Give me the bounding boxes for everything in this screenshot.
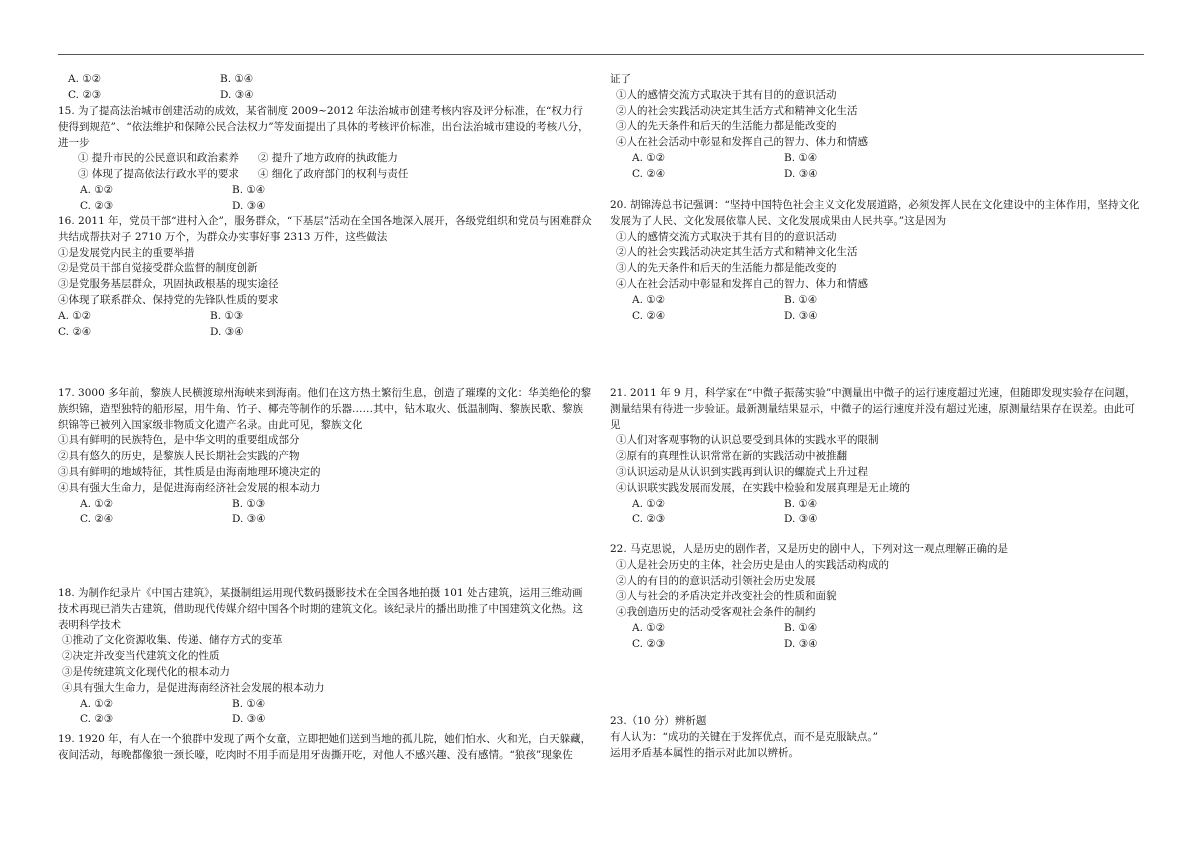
statement-1: ①人是社会历史的主体，社会历史是由人的实践活动构成的 (616, 558, 889, 571)
question-21 (610, 386, 1144, 528)
statement-4: ④ 细化了政府部门的权利与责任 (258, 168, 409, 181)
option-a: A. ①② (632, 497, 666, 510)
option-b: B. ①④ (784, 621, 818, 634)
question-19-continued (610, 72, 1144, 183)
statement-3: ③人与社会的矛盾决定并改变社会的性质和面貌 (616, 590, 837, 603)
question-18-stem: 18. 为制作纪录片《中国古建筑》，某摄制组运用现代数码摄影技术在全国各地拍摄 101 处古建筑，运用三维动画技术再现已消失古建筑，借助现代传媒介绍中国各个时期的建筑文化。该纪录片的播出助推了中国建筑文化热。这表明科学技术 (58, 587, 583, 631)
question-16 (58, 214, 592, 340)
statement-3: ③是党服务基层群众，巩固执政根基的现实途径 (58, 278, 279, 291)
option-d: D. ③④ (232, 713, 266, 726)
statement-3: ③人的先天条件和后天的生活能力都是能改变的 (616, 120, 837, 133)
option-c: C. ②③ (632, 513, 666, 526)
question-15-stem: 15. 为了提高法治城市创建活动的成效，某省制度 2009~2012 年法治城市创建考核内容及评分标准，在“权力行使得到规范”、“依法维护和保障公民合法权力”等发面提出了具体的考核评价标准，出台法治城市建设的考核八分，进一步 (58, 105, 589, 149)
option-b: B. ①④ (784, 497, 818, 510)
option-c: C. ②④ (632, 167, 666, 180)
option-d: D. ③④ (232, 513, 266, 526)
statement-3: ③人的先天条件和后天的生活能力都是能改变的 (616, 262, 837, 275)
statement-1: ①是发展党内民主的重要举措 (58, 246, 195, 259)
statement-4: ④我创造历史的活动受客观社会条件的制约 (616, 606, 816, 619)
option-a: A. ①② (632, 293, 666, 306)
question-19-stem: 19. 1920 年，有人在一个狼群中发现了两个女童，立即把她们送到当地的孤儿院，她们怕水、火和光，白天躲藏，夜间活动，每晚都像狼一颈长嚎，吃肉时不用手而是用牙齿撕开吃，对他人不感兴趣、没有感情。“狼孩”现象佐 (58, 733, 592, 761)
option-b: B. ①④ (232, 697, 266, 710)
option-a: A. ①② (68, 73, 102, 85)
option-c: C. ②③ (80, 713, 114, 726)
option-d: D. ③④ (210, 325, 244, 338)
question-23 (610, 714, 1144, 761)
option-d: D. ③④ (784, 513, 818, 526)
option-a: A. ①② (632, 621, 666, 634)
question-20 (610, 198, 1144, 324)
statement-1: ①人的感情交流方式取决于其有目的的意识活动 (616, 230, 837, 243)
option-d: D. ③④ (784, 309, 818, 322)
question-23-line-1: 有人认为：“成功的关键在于发挥优点，而不是克服缺点。” (610, 730, 878, 743)
option-b: B. ①④ (220, 73, 254, 85)
option-a: A. ①② (632, 151, 666, 164)
option-a: A. ①② (80, 497, 114, 510)
option-a: A. ①② (80, 697, 114, 710)
statement-4: ④认识联实践发展而发展，在实践中检验和发展真理是无止境的 (616, 481, 910, 494)
option-c: C. ②③ (632, 637, 666, 650)
option-c: C. ②④ (632, 309, 666, 322)
statement-2: ②具有悠久的历史，是黎族人民长期社会实践的产物 (58, 450, 300, 463)
question-19-stem-continued: 证了 (610, 73, 631, 85)
statement-3: ③认识运动是从认识到实践再到认识的螺旋式上升过程 (616, 465, 868, 478)
option-c: C. ②③ (80, 199, 114, 212)
option-c: C. ②③ (68, 88, 102, 101)
question-16-stem: 16. 2011 年，党员干部“进村入企”，服务群众，“下基层”活动在全国各地深入展开，各级党组织和党员与困难群众共结成帮扶对子 2710 万个，为群众办实事好事 2313 万件，这些做法 (58, 215, 592, 243)
option-b: B. ①④ (784, 293, 818, 306)
statement-2: ② 提升了地方政府的执政能力 (258, 152, 398, 165)
statement-4: ④人在社会活动中彰显和发挥自己的智力、体力和情感 (616, 136, 868, 149)
statement-2: ②决定并改变当代建筑文化的性质 (62, 650, 220, 663)
question-18 (58, 586, 592, 728)
statement-1: ①人的感情交流方式取决于其有目的的意识活动 (616, 88, 837, 101)
option-b: B. ①③ (232, 497, 266, 510)
question-14-options (58, 72, 592, 104)
question-23-title: 23.（10 分）辨析题 (610, 715, 707, 727)
statement-2: ②人的社会实践活动决定其生活方式和精神文化生活 (616, 104, 858, 117)
question-22 (610, 542, 1144, 653)
statement-1: ①具有鲜明的民族特色，是中华文明的重要组成部分 (58, 434, 300, 447)
option-d: D. ③④ (220, 88, 254, 101)
statement-2: ②原有的真理性认识常常在新的实践活动中被推翻 (616, 450, 847, 463)
statement-3: ③ 体现了提高依法行政水平的要求 (78, 168, 239, 181)
option-d: D. ③④ (232, 199, 266, 212)
question-22-stem: 22. 马克思说，人是历史的剧作者，又是历史的剧中人，下列对这一观点理解正确的是 (610, 543, 1009, 555)
statement-1: ①人们对客观事物的认识总要受到具体的实践水平的限制 (616, 434, 879, 447)
statement-4: ④体现了联系群众、保持党的先锋队性质的要求 (58, 293, 279, 306)
option-b: B. ①④ (784, 151, 818, 164)
header-rule (58, 54, 1144, 55)
option-d: D. ③④ (784, 167, 818, 180)
question-15 (58, 104, 592, 215)
statement-2: ②人的社会实践活动决定其生活方式和精神文化生活 (616, 246, 858, 259)
option-b: B. ①③ (210, 309, 244, 322)
statement-2: ②是党员干部自觉接受群众监督的制度创新 (58, 262, 258, 275)
option-a: A. ①② (80, 183, 114, 196)
option-c: C. ②④ (58, 325, 92, 338)
statement-1: ①推动了文化资源收集、传递、储存方式的变革 (62, 634, 283, 647)
question-20-stem: 20. 胡锦涛总书记强调：“坚持中国特色社会主义文化发展道路，必须发挥人民在文化建设中的主体作用，坚持文化发展为了人民、文化发展依靠人民、文化发展成果由人民共享。”这是因为 (610, 199, 1140, 227)
option-b: B. ①④ (232, 183, 266, 196)
statement-1: ① 提升市民的公民意识和政治素养 (78, 152, 239, 165)
option-d: D. ③④ (784, 637, 818, 650)
statement-3: ③是传统建筑文化现代化的根本动力 (62, 665, 230, 678)
question-17-stem: 17. 3000 多年前，黎族人民横渡琼州海峡来到海南。他们在这方热土繁衍生息，创造了璀璨的文化：华美绝伦的黎族织锦，造型独特的船形屋，用牛角、竹子、椰壳等制作的乐器……其中，钻木取火、低温制陶、黎族民歌、黎族织锦等已被列入国家级非物质文化遗产名录。由此可见，黎族文化 (58, 387, 592, 431)
statement-4: ④人在社会活动中彰显和发挥自己的智力、体力和情感 (616, 277, 868, 290)
question-19 (58, 732, 592, 764)
option-a: A. ①② (58, 309, 92, 322)
statement-4: ④具有强大生命力，是促进海南经济社会发展的根本动力 (62, 681, 325, 694)
question-21-stem: 21. 2011 年 9 月，科学家在“中微子振荡实验”中测量出中微子的运行速度超过光速，但随即发现实验存在问题，测量结果有待进一步验证。最新测量结果显示，中微子的运行速度并没有超过光速，原测量结果存在误差。由此可见 (610, 387, 1136, 431)
option-c: C. ②④ (80, 513, 114, 526)
statement-3: ③具有鲜明的地域特征，其性质是由海南地理环境决定的 (58, 465, 321, 478)
question-23-line-2: 运用矛盾基本属性的指示对此加以辨析。 (610, 746, 799, 759)
question-17 (58, 386, 592, 528)
statement-2: ②人的有目的的意识活动引领社会历史发展 (616, 574, 816, 587)
statement-4: ④具有强大生命力，是促进海南经济社会发展的根本动力 (58, 481, 321, 494)
